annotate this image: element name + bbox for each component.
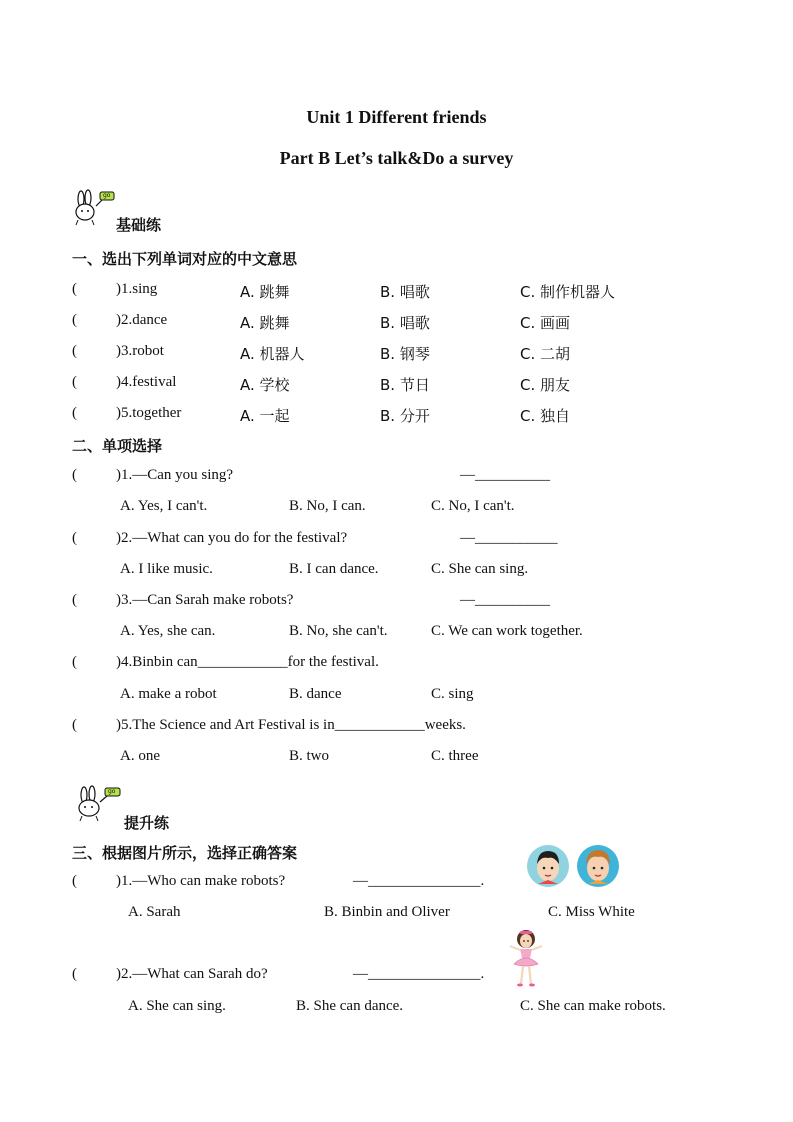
- answer-paren[interactable]: (: [72, 592, 77, 608]
- option-b[interactable]: B. 分开: [380, 407, 430, 425]
- option-a[interactable]: A. make a robot: [120, 686, 217, 702]
- option-a[interactable]: A. Sarah: [128, 904, 181, 920]
- question-text: )2.—What can you do for the festival?: [116, 530, 348, 546]
- answer-paren[interactable]: (: [72, 530, 77, 546]
- option-b[interactable]: B. 唱歌: [380, 314, 430, 332]
- option-b[interactable]: B. I can dance.: [289, 561, 379, 577]
- part1-heading: 一、选出下列单词对应的中文意思: [72, 250, 298, 268]
- answer-paren[interactable]: (: [72, 312, 77, 328]
- option-a[interactable]: A. 跳舞: [240, 283, 290, 301]
- option-b[interactable]: B. 节日: [380, 376, 430, 394]
- answer-paren[interactable]: (: [72, 966, 77, 982]
- option-a[interactable]: A. 机器人: [240, 345, 305, 363]
- question-text: )2.dance: [116, 312, 168, 328]
- part2-question-3: [0, 592, 793, 612]
- option-c[interactable]: C. 朋友: [520, 376, 571, 394]
- mascot-sign: go: [108, 788, 116, 795]
- question-text: )3.robot: [116, 343, 164, 359]
- part2-options-4: [0, 686, 793, 706]
- option-c[interactable]: C. 二胡: [520, 345, 571, 363]
- part2-question-1: [0, 467, 793, 487]
- part2-options-1: [0, 498, 793, 518]
- option-a[interactable]: A. 跳舞: [240, 314, 290, 332]
- part3-question-2: [0, 966, 793, 986]
- page-title: Unit 1 Different friends: [306, 107, 487, 127]
- question-text: )5.together: [116, 405, 182, 421]
- option-a[interactable]: A. She can sing.: [128, 998, 226, 1014]
- option-b[interactable]: B. She can dance.: [296, 998, 404, 1014]
- part1-question-1: [0, 281, 793, 301]
- option-b[interactable]: B. Binbin and Oliver: [324, 904, 450, 920]
- option-c[interactable]: C. We can work together.: [431, 623, 583, 639]
- option-b[interactable]: B. 唱歌: [380, 283, 430, 301]
- answer-blank[interactable]: —__________: [460, 592, 550, 608]
- section-advanced-label: 提升练: [124, 814, 170, 832]
- part1-question-5: [0, 405, 793, 425]
- option-c[interactable]: C. She can sing.: [431, 561, 529, 577]
- question-text: )1.sing: [116, 281, 158, 297]
- option-b[interactable]: B. dance: [289, 686, 342, 702]
- option-b[interactable]: B. No, I can.: [289, 498, 366, 514]
- option-c[interactable]: C. 制作机器人: [520, 283, 616, 301]
- option-a[interactable]: A. 学校: [240, 376, 290, 394]
- rabbit-mascot-icon: [72, 190, 116, 226]
- question-text: )5.The Science and Art Festival is in____________weeks.: [116, 717, 466, 733]
- answer-paren[interactable]: (: [72, 873, 77, 889]
- part3-options-1: [0, 904, 793, 924]
- option-a[interactable]: A. Yes, she can.: [120, 623, 216, 639]
- part3-question-1: [0, 873, 793, 893]
- part3-options-2: [0, 998, 793, 1018]
- part3-heading: 三、根据图片所示，选择正确答案: [72, 844, 298, 862]
- answer-paren[interactable]: (: [72, 405, 77, 421]
- answer-blank[interactable]: —_______________.: [353, 873, 485, 889]
- rabbit-mascot-icon: [74, 786, 122, 822]
- answer-paren[interactable]: (: [72, 281, 77, 297]
- question-text: )1.—Who can make robots?: [116, 873, 286, 889]
- question-text: )2.—What can Sarah do?: [116, 966, 268, 982]
- option-c[interactable]: C. 独自: [520, 407, 571, 425]
- question-text: )4.Binbin can____________for the festival.: [116, 654, 379, 670]
- section-basic-label: 基础练: [116, 216, 162, 234]
- part2-question-4: [0, 654, 793, 674]
- option-b[interactable]: B. No, she can't.: [289, 623, 388, 639]
- option-a[interactable]: A. one: [120, 748, 160, 764]
- page-subtitle: Part B Let’s talk&Do a survey: [279, 148, 514, 168]
- option-a[interactable]: A. Yes, I can't.: [120, 498, 208, 514]
- answer-blank[interactable]: —___________: [460, 530, 558, 546]
- question-text: )1.—Can you sing?: [116, 467, 234, 483]
- part1-question-3: [0, 343, 793, 363]
- answer-paren[interactable]: (: [72, 343, 77, 359]
- question-text: )3.—Can Sarah make robots?: [116, 592, 294, 608]
- answer-paren[interactable]: (: [72, 717, 77, 733]
- answer-paren[interactable]: (: [72, 654, 77, 670]
- part2-question-2: [0, 530, 793, 550]
- answer-paren[interactable]: (: [72, 374, 77, 390]
- option-c[interactable]: C. No, I can't.: [431, 498, 515, 514]
- option-c[interactable]: C. She can make robots.: [520, 998, 666, 1014]
- question-text: )4.festival: [116, 374, 177, 390]
- answer-paren[interactable]: (: [72, 467, 77, 483]
- option-a[interactable]: A. I like music.: [120, 561, 213, 577]
- part2-heading: 二、单项选择: [72, 437, 163, 455]
- part1-question-2: [0, 312, 793, 332]
- part2-options-3: [0, 623, 793, 643]
- part2-options-2: [0, 561, 793, 581]
- option-b[interactable]: B. two: [289, 748, 330, 764]
- option-b[interactable]: B. 钢琴: [380, 345, 430, 363]
- option-c[interactable]: C. 画画: [520, 314, 571, 332]
- part2-options-5: [0, 748, 793, 768]
- option-c[interactable]: C. Miss White: [548, 904, 635, 920]
- option-c[interactable]: C. sing: [431, 686, 474, 702]
- part2-question-5: [0, 717, 793, 737]
- option-c[interactable]: C. three: [431, 748, 479, 764]
- part1-question-4: [0, 374, 793, 394]
- mascot-sign: go: [103, 192, 111, 199]
- answer-blank[interactable]: —_______________.: [353, 966, 485, 982]
- option-a[interactable]: A. 一起: [240, 407, 290, 425]
- answer-blank[interactable]: —__________: [460, 467, 550, 483]
